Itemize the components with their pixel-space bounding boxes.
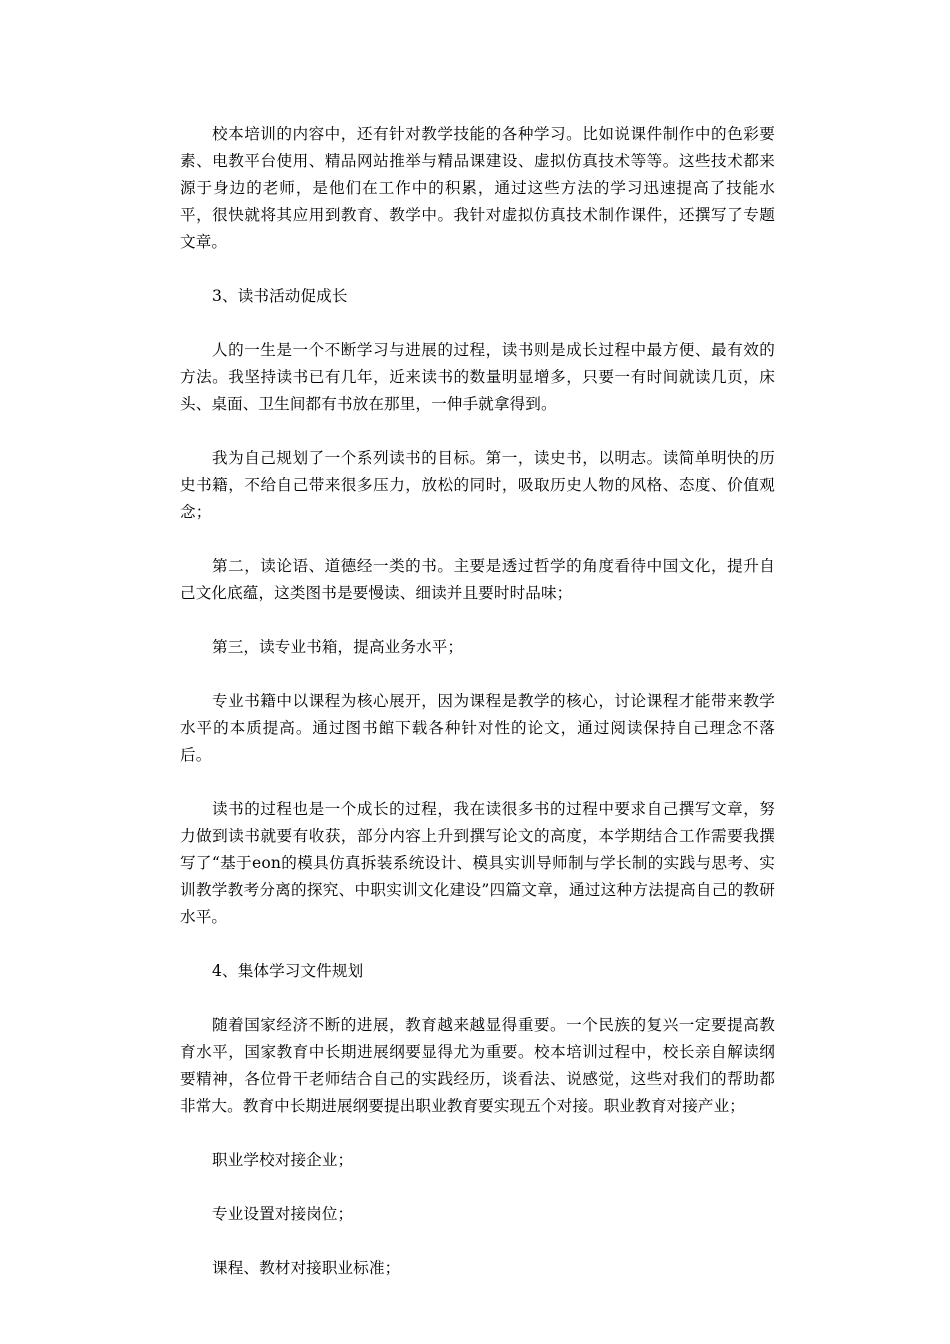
list-item-school-enterprise: 职业学校对接企业；	[212, 1151, 354, 1169]
paragraph-third-goal: 第三，读专业书箱，提高业务水平；	[212, 638, 464, 656]
list-item-major-position: 专业设置对接岗位；	[212, 1205, 354, 1223]
document-body	[180, 121, 775, 1309]
list-item-curriculum-standard: 课程、教材对接职业标准；	[212, 1259, 401, 1277]
paragraph-reading-goals: 我为自己规划了一个系列读书的目标。第一，读史书，以明志。读简单明快的历史书籍，不给自己带来很多压力，放松的同时，吸取历史人物的风格、态度、价值观念；	[180, 449, 775, 521]
section-heading-group-study: 4、集体学习文件规划	[212, 962, 364, 980]
paragraph-lifelong-learning: 人的一生是一个不断学习与进展的过程，读书则是成长过程中最方便、最有效的方法。我坚持读书已有几年，近来读书的数量明显增多，只要一有时间就读几页，床头、桌面、卫生间都有书放在那里，一伸手就拿得到。	[180, 341, 775, 413]
paragraph-writing-articles: 读书的过程也是一个成长的过程，我在读很多书的过程中要求自己撰写文章，努力做到读书就要有收获，部分内容上升到撰写论文的高度，本学期结合工作需要我撰写了“基于eon的模具仿真拆装系统设计、模具实训导师制与学长制的实践与思考、实训教学教考分离的探究、中职实训文化建设”四篇文章，通过这种方法提高自己的教研水平。	[180, 800, 775, 926]
paragraph-courseware-skills: 校本培训的内容中，还有针对教学技能的各种学习。比如说课件制作中的色彩要素、电教平台使用、精品网站推举与精品课建设、虚拟仿真技术等等。这些技术都来源于身边的老师，是他们在工作中的积累，通过这些方法的学习迅速提高了技能水平，很快就将其应用到教育、教学中。我针对虚拟仿真技术制作课件，还撰写了专题文章。	[180, 125, 775, 251]
paragraph-professional-books: 专业书籍中以课程为核心展开，因为课程是教学的核心，讨论课程才能带来教学水平的本质提高。通过图书館下载各种针对性的论文，通过阅读保持自己理念不落后。	[180, 692, 775, 764]
section-heading-reading: 3、读书活动促成长	[212, 287, 348, 305]
paragraph-education-outline: 随着国家经济不断的进展，教育越来越显得重要。一个民族的复兴一定要提高教育水平，国家教育中长期进展纲要显得尤为重要。校本培训过程中，校长亲自解读纲要精神，各位骨干老师结合自己的实践经历，谈看法、说感觉，这些对我们的帮助都非常大。教育中长期进展纲要提出职业教育要实现五个对接。职业教育对接产业；	[180, 1016, 775, 1115]
paragraph-second-goal: 第二，读论语、道德经一类的书。主要是透过哲学的角度看待中国文化，提升自己文化底蕴，这类图书是要慢读、细读并且要时时品味；	[180, 557, 775, 602]
